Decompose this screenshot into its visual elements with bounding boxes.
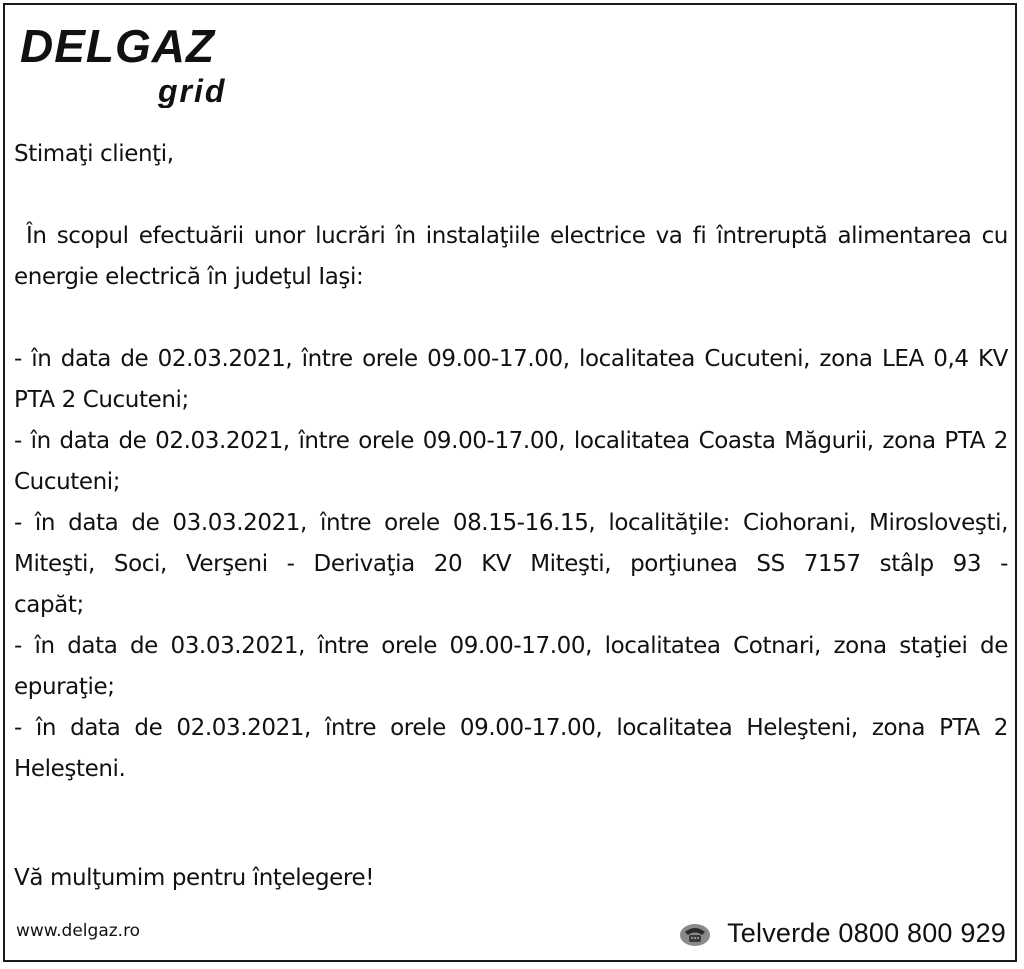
notice-body [14, 134, 1008, 790]
outage-item: - în data de 02.03.2021, între orele 09.00-17.00, localitatea Heleşteni, zona PTA 2 Heleşteni. [14, 715, 1008, 782]
phone-number: Telverde 0800 800 929 [727, 918, 1006, 948]
outage-item: - în data de 03.03.2021, între orele 08.15-16.15, localităţile: Ciohorani, Mirosloveşti, Miteşti, Soci, Verşeni - Derivaţia 20 KV Miteşti, porţiunea SS 7157 stâlp 93 - capăt; [14, 510, 1008, 618]
website-link[interactable]: www.delgaz.ro [16, 921, 141, 941]
closing-line: Vă mulţumim pentru înţelegere! [14, 865, 375, 891]
logo-wordmark: DELGAZ [20, 20, 216, 72]
logo-subword: grid [158, 73, 227, 108]
logo-graphic [18, 18, 258, 108]
outage-item: - în data de 02.03.2021, între orele 09.00-17.00, localitatea Cucuteni, zona LEA 0,4 KV PTA 2 Cucuteni; [14, 346, 1008, 413]
telephone-icon [679, 921, 711, 947]
greeting: Stimaţi clienţi, [14, 141, 174, 167]
intro-paragraph: În scopul efectuării unor lucrări în instalaţiile electrice va fi întreruptă alimentarea cu energie electrică în judeţul Iaşi: [14, 223, 1008, 290]
outage-item: - în data de 02.03.2021, între orele 09.00-17.00, localitatea Coasta Măgurii, zona PTA 2 Cucuteni; [14, 428, 1008, 495]
phone-contact [679, 918, 1006, 949]
outage-item: - în data de 03.03.2021, între orele 09.00-17.00, localitatea Cotnari, zona staţiei de epuraţie; [14, 633, 1008, 700]
outage-list [14, 339, 1008, 790]
delgaz-grid-logo [18, 18, 258, 108]
